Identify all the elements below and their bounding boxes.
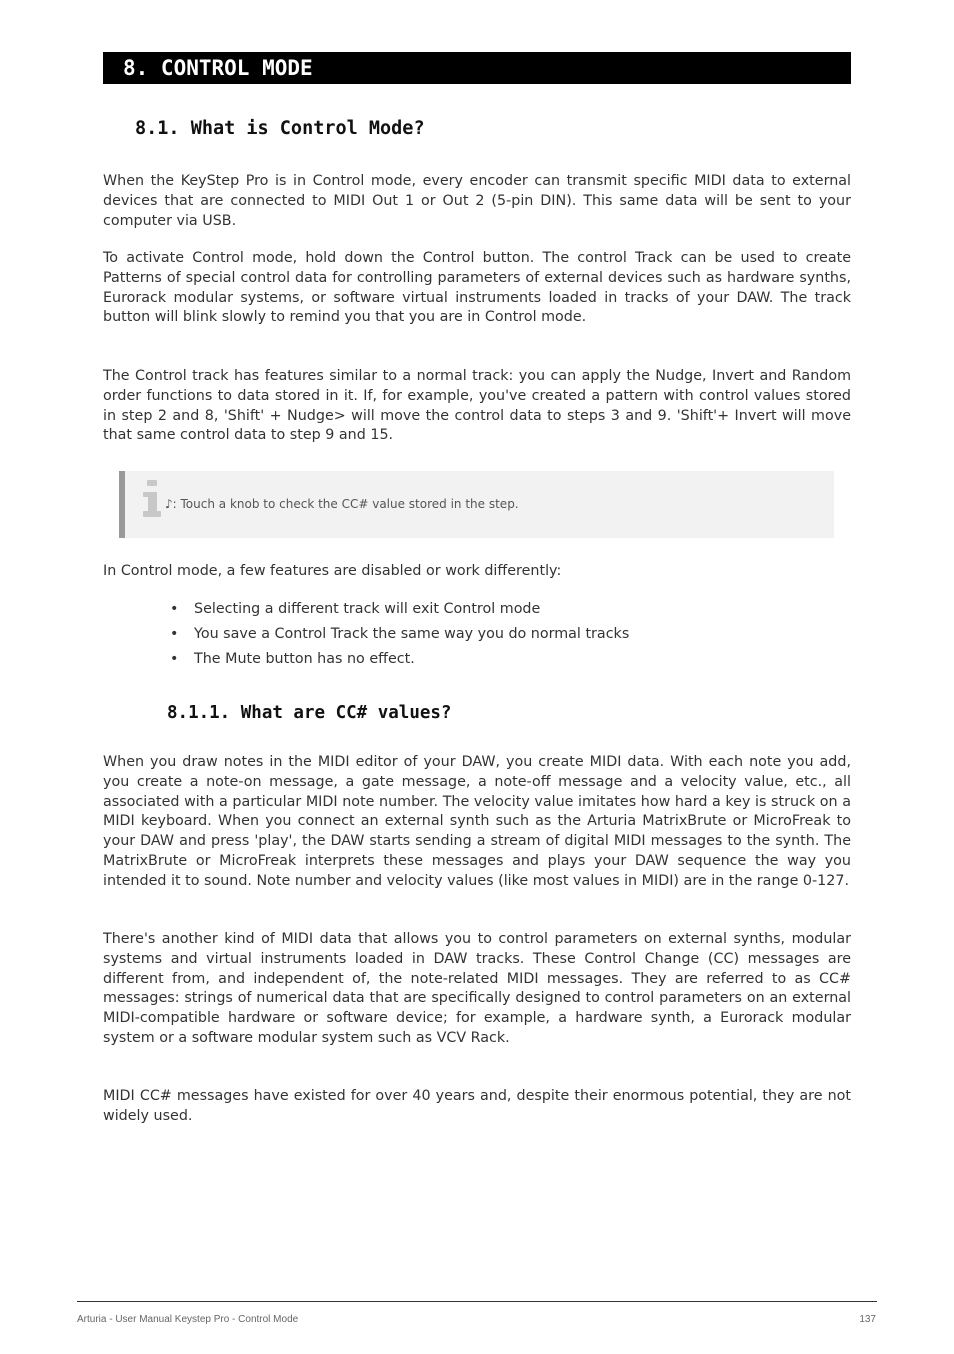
subsection-title: 8.1.1. What are CC# values? [167, 703, 452, 723]
list-item: • The Mute button has no effect. [170, 651, 415, 667]
info-icon [143, 480, 165, 520]
paragraph-3: The Control track has features similar to a normal track: you can apply the Nudge, Invert and Random order functions to data stored in it. If, for example, you've created a pattern with control values stored in step 2 and 8, 'Shift' + Nudge> will move the control data to steps 3 and 9. 'Shift'+ Invert will move that same control data to step 9 and 15. [103, 368, 851, 444]
list-item: • Selecting a different track will exit Control mode [170, 601, 541, 617]
chapter-title: 8. CONTROL MODE [103, 52, 851, 84]
paragraph-1: When the KeyStep Pro is in Control mode, every encoder can transmit specific MIDI data to external devices that are connected to MIDI Out 1 or Out 2 (5-pin DIN). This same data will be sent to your computer via USB. [103, 173, 851, 229]
cc-paragraph-3: MIDI CC# messages have existed for over 40 years and, despite their enormous potential, they are not widely used. [103, 1088, 851, 1124]
note-box [119, 471, 834, 538]
paragraph-2: To activate Control mode, hold down the Control button. The control Track can be used to create Patterns of special control data for controlling parameters of external devices such as hardware synths, Eurorack modular systems, or software virtual instruments loaded in tracks of your DAW. The track button will blink slowly to remind you that you are in Control mode. [103, 250, 851, 326]
cc-paragraph-1: When you draw notes in the MIDI editor of your DAW, you create MIDI data. With each note you add, you create a note-on message, a gate message, a note-off message and a velocity value, etc., all associated with a particular MIDI note number. The velocity value imitates how hard a key is struck on a MIDI keyboard. When you connect an external synth such as the Arturia MatrixBrute or MicroFreak to your DAW and press 'play', the DAW starts sending a stream of digital MIDI messages to the synth. The MatrixBrute or MicroFreak interprets these messages and plays your DAW sequence the way you intended it to sound. Note number and velocity values (like most values in MIDI) are in the range 0-127. [103, 754, 851, 889]
feature-list [170, 598, 629, 673]
cc-paragraph-2: There's another kind of MIDI data that allows you to control parameters on external synths, modular systems and virtual instruments loaded in DAW tracks. These Control Change (CC) messages are different from, and independent of, the note-related MIDI messages. They are referred to as CC# messages: strings of numerical data that are specifically designed to control parameters on an external MIDI-compatible hardware or software device; for example, a hardware synth, a Eurorack modular system or a software modular system such as VCV Rack. [103, 931, 851, 1046]
footer-text: Arturia - User Manual Keystep Pro - Control Mode [77, 1314, 299, 1325]
note-text: ♪: Touch a knob to check the CC# value stored in the step. [165, 497, 519, 511]
page-number: 137 [859, 1314, 876, 1325]
list-item: • You save a Control Track the same way you do normal tracks [170, 626, 630, 642]
footer-divider [77, 1301, 877, 1302]
section-title: 8.1. What is Control Mode? [135, 118, 425, 139]
list-intro: In Control mode, a few features are disabled or work differently: [103, 563, 562, 579]
